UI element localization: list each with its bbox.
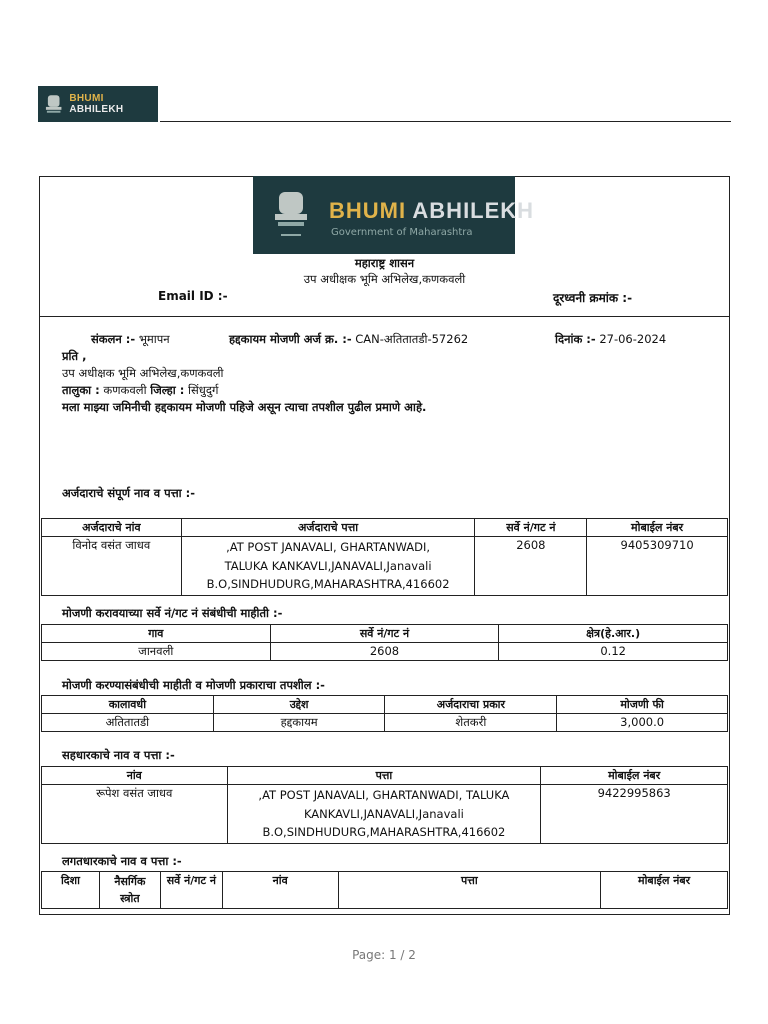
table-header-row <box>42 696 728 714</box>
coholder-address: ,AT POST JANAVALI, GHARTANWADI, TALUKA KANKAVLI,JANAVALI,Janavali B.O,SINDHUDURG,MAHARASHTRA,416602 <box>227 785 541 844</box>
top-logo-text: BHUMI ABHILEKH <box>69 93 124 115</box>
header-divider <box>40 316 729 317</box>
office-heading: उप अधीक्षक भूमि अभिलेख,कणकवली <box>303 272 466 286</box>
column-header: कालावधी <box>42 696 214 714</box>
top-divider <box>160 121 731 122</box>
table-header-row <box>42 767 728 785</box>
column-header: क्षेत्र(हे.आर.) <box>499 625 728 643</box>
measurement-table <box>41 695 728 732</box>
measurement-purpose: हद्दकायम <box>213 714 385 732</box>
column-header: गाव <box>42 625 271 643</box>
ashoka-emblem-icon <box>44 91 63 117</box>
table-row <box>42 537 728 596</box>
column-header: पत्ता <box>338 872 601 909</box>
taluka-jilha: तालुका : कणकवली जिल्हा : सिंधुदुर्ग <box>62 383 219 397</box>
table-header-row <box>42 625 728 643</box>
measurement-section-title: मोजणी करण्यासंबंधीची माहीती व मोजणी प्रकाराचा तपशील :- <box>62 678 325 692</box>
column-header: पत्ता <box>227 767 541 785</box>
survey-area: 0.12 <box>499 643 728 661</box>
govt-heading: महाराष्ट्र शासन <box>354 256 415 270</box>
banner-logo <box>253 176 535 254</box>
column-header: मोजणी फी <box>557 696 728 714</box>
phone-label: दूरध्वनी क्रमांक :- <box>553 291 633 305</box>
ashoka-emblem-icon <box>271 186 311 244</box>
measurement-applicant-type: शेतकरी <box>385 714 557 732</box>
column-header: सर्वे नं/गट नं <box>160 872 222 909</box>
survey-section-title: मोजणी करावयाच्या सर्वे नं/गट नं संबंधीची माहीती :- <box>62 606 283 620</box>
coholder-section-title: सहधारकाचे नाव व पत्ता :- <box>62 748 175 762</box>
coholder-table <box>41 766 728 844</box>
column-header: मोबाईल नंबर <box>601 872 728 909</box>
banner-subtitle: Government of Maharashtra <box>331 227 473 238</box>
sankalan: संकलन :- भूमापन <box>91 332 170 346</box>
banner-title: BHUMI ABHILEKH <box>329 198 535 223</box>
top-logo <box>38 86 158 122</box>
measurement-duration: अतितातडी <box>42 714 214 732</box>
coholder-mobile: 9422995863 <box>541 785 728 844</box>
survey-table <box>41 624 728 661</box>
column-header: दिशा <box>42 872 100 909</box>
table-header-row <box>42 872 728 909</box>
column-header: मोबाईल नंबर <box>541 767 728 785</box>
column-header: मोबाईल नंबर <box>587 519 728 537</box>
email-label: Email ID :- <box>158 289 228 303</box>
application-number: हद्दकायम मोजणी अर्ज क्र. :- CAN-अतितातडी-57262 <box>229 332 469 346</box>
column-header: अर्जदाराचे नांव <box>42 519 182 537</box>
letter-body: मला माझ्या जमिनीची हद्दकायम मोजणी पहिजे असून त्याचा तपशील पुढील प्रमाणे आहे. <box>62 400 427 414</box>
table-row <box>42 714 728 732</box>
column-header: नांव <box>222 872 338 909</box>
survey-village: जानवली <box>42 643 271 661</box>
column-header: उद्देश <box>213 696 385 714</box>
application-date: दिनांक :- 27-06-2024 <box>555 332 667 346</box>
column-header: सर्वे नं/गट नं <box>475 519 587 537</box>
applicant-section-title: अर्जदाराचे संपूर्ण नाव व पत्ता :- <box>62 486 196 500</box>
applicant-survey: 2608 <box>475 537 587 596</box>
table-header-row <box>42 519 728 537</box>
column-header: अर्जदाराचे पत्ता <box>181 519 475 537</box>
applicant-table <box>41 518 728 596</box>
applicant-mobile: 9405309710 <box>587 537 728 596</box>
table-row <box>42 643 728 661</box>
page-number: Page: 1 / 2 <box>352 948 416 962</box>
to-office: उप अधीक्षक भूमि अभिलेख,कणकवली <box>62 366 224 380</box>
coholder-name: रूपेश वसंत जाधव <box>42 785 228 844</box>
survey-number: 2608 <box>270 643 499 661</box>
column-header: सर्वे नं/गट नं <box>270 625 499 643</box>
adjacent-table <box>41 871 728 909</box>
measurement-fee: 3,000.0 <box>557 714 728 732</box>
column-header: नांव <box>42 767 228 785</box>
prati-label: प्रति , <box>62 349 87 363</box>
applicant-name: विनोद वसंत जाधव <box>42 537 182 596</box>
adjacent-section-title: लगतधारकाचे नाव व पत्ता :- <box>62 854 182 868</box>
table-row <box>42 785 728 844</box>
column-header: अर्जदाराचा प्रकार <box>385 696 557 714</box>
applicant-address: ,AT POST JANAVALI, GHARTANWADI, TALUKA KANKAVLI,JANAVALI,Janavali B.O,SINDHUDURG,MAHARASHTRA,416602 <box>181 537 475 596</box>
column-header: नैसर्गिक स्त्रोत <box>99 872 160 909</box>
